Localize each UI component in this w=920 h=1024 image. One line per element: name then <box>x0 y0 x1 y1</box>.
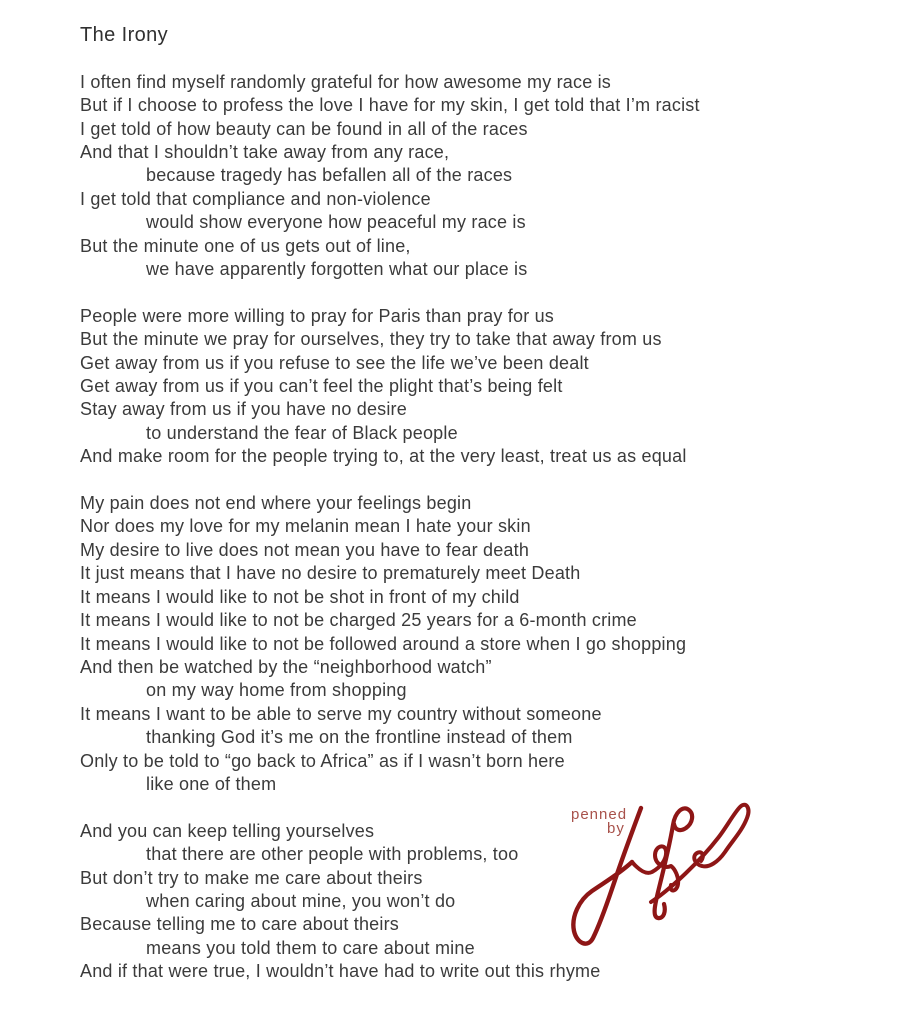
poem-line: we have apparently forgotten what our place is <box>146 259 528 280</box>
poem-line: And you can keep telling yourselves <box>80 820 375 841</box>
signature-block <box>563 790 768 960</box>
poem-line: But if I choose to profess the love I have for my skin, I get told that I’m racist <box>80 95 700 116</box>
poem-line: My pain does not end where your feelings begin <box>80 493 472 514</box>
poem-line: And if that were true, I wouldn’t have had to write out this rhyme <box>80 961 601 982</box>
poem-line: that there are other people with problems, too <box>146 844 519 865</box>
poem-line: to understand the fear of Black people <box>146 422 458 443</box>
poem-line: Get away from us if you refuse to see the life we’ve been dealt <box>80 352 589 373</box>
poem-line: And that I shouldn’t take away from any race, <box>80 142 450 163</box>
poem-line: Nor does my love for my melanin mean I hate your skin <box>80 516 531 537</box>
poem-line: would show everyone how peaceful my race is <box>146 212 526 233</box>
poem-line: But don’t try to make me care about theirs <box>80 867 423 888</box>
penned-by-label-line2: by <box>607 820 625 837</box>
page-title: The Irony <box>80 24 169 46</box>
poem-line: Stay away from us if you have no desire <box>80 399 407 420</box>
stanza <box>80 492 880 796</box>
poem-line: Get away from us if you can’t feel the plight that’s being felt <box>80 376 563 397</box>
poem-line: It means I would like to not be charged 25 years for a 6-month crime <box>80 610 637 631</box>
poem-line: It means I would like to not be followed around a store when I go shopping <box>80 633 687 654</box>
poem-line: And then be watched by the “neighborhood watch” <box>80 656 492 677</box>
poem-line: I get told of how beauty can be found in all of the races <box>80 118 528 139</box>
stanza <box>80 71 880 282</box>
poem-line: like one of them <box>146 773 277 794</box>
poem-line: But the minute we pray for ourselves, they try to take that away from us <box>80 329 662 350</box>
poem-line: Because telling me to care about theirs <box>80 914 399 935</box>
poem-line: I get told that compliance and non-violence <box>80 188 431 209</box>
poem-line: Only to be told to “go back to Africa” as if I wasn’t born here <box>80 750 565 771</box>
poem-line: because tragedy has befallen all of the races <box>146 165 513 186</box>
poem-line: I often find myself randomly grateful for how awesome my race is <box>80 71 612 92</box>
poem-line: means you told them to care about mine <box>146 937 475 958</box>
signature-stroke <box>573 808 641 944</box>
poem-line: My desire to live does not mean you have to fear death <box>80 539 530 560</box>
poem-line: on my way home from shopping <box>146 680 407 701</box>
signature-icon <box>563 790 768 960</box>
poem-line: thanking God it’s me on the frontline instead of them <box>146 727 573 748</box>
poem-line: And make room for the people trying to, at the very least, treat us as equal <box>80 446 687 467</box>
poem-line: It means I would like to not be shot in front of my child <box>80 586 520 607</box>
poem-line: when caring about mine, you won’t do <box>146 890 456 911</box>
poem-line: It just means that I have no desire to prematurely meet Death <box>80 563 581 584</box>
stanza <box>80 305 880 469</box>
poem-line: It means I want to be able to serve my country without someone <box>80 703 602 724</box>
poem-line: People were more willing to pray for Paris than pray for us <box>80 305 555 326</box>
poem-line: But the minute one of us gets out of line, <box>80 235 411 256</box>
penned-by-label-line1: penned <box>571 806 628 823</box>
